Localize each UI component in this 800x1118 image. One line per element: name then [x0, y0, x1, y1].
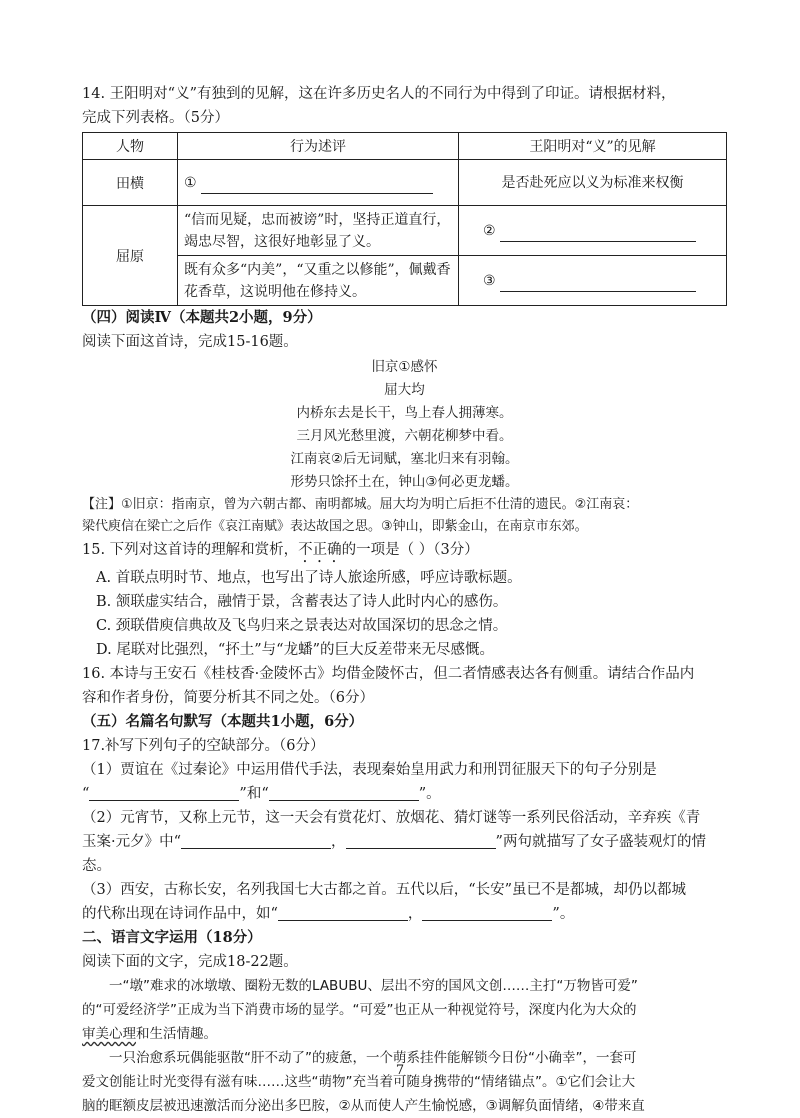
q17-stem: 17.补写下列句子的空缺部分。（6分）: [82, 738, 325, 754]
q15-option-b[interactable]: B. 颔联虚实结合，融情于景，含蓄表达了诗人此时内心的感伤。: [96, 594, 508, 610]
section4-instruction: 阅读下面这首诗，完成15-16题。: [82, 334, 298, 350]
header-view: 王阳明对“义”的见解: [459, 133, 727, 160]
q17-part1-line1: （1）贾谊在《过秦论》中运用借代手法，表现秦始皇用武力和刑罚征服天下的句子分别是: [82, 762, 657, 778]
quote-open: “: [82, 786, 90, 802]
q14-table: [82, 132, 727, 306]
poem-line-4: 形势只馀抔土在，钟山③何必更龙蟠。: [290, 474, 519, 490]
poem-line-3: 江南哀②后无词赋，塞北归来有羽翰。: [290, 451, 519, 467]
passage-p1-line2: 的“可爱经济学”正成为当下消费市场的显学。“可爱”也正从一种视觉符号，深度内化为大众的: [82, 1002, 637, 1018]
q17-part2-line2: [82, 830, 727, 878]
passage-p1-line3-rest: 和生活情趣。: [136, 1026, 217, 1042]
q17-part3-line1: （3）西安，古称长安，名列我国七大古都之首。五代以后，“长安”虽已不是都城，却仍以都城: [82, 882, 687, 898]
table-header-row: [83, 133, 727, 160]
blank-number-2: ②: [483, 222, 496, 239]
answer-blank-17-3b[interactable]: [422, 904, 552, 921]
part3-post: ”。: [552, 906, 575, 922]
cell-quyuan-behavior-1: “信而见疑，忠而被谤”时，坚持正道直行，竭忠尽智，这很好地彰显了义。: [178, 206, 459, 256]
section4-heading: （四）阅读Ⅳ（本题共2小题，9分）: [82, 309, 322, 326]
q15-option-a[interactable]: A. 首联点明时节、地点，也写出了诗人旅途所感，呼应诗歌标题。: [96, 570, 522, 586]
passage-p1-line3: [82, 1022, 727, 1046]
table-row-tianheng: [83, 160, 727, 206]
part2-heading: 二、语言文字运用（18分）: [82, 929, 262, 946]
cell-quyuan-behavior-2: 既有众多“内美”，“又重之以修能”，佩戴香花香草，这说明他在修持义。: [178, 256, 459, 306]
q15-option-c[interactable]: C. 颈联借庾信典故及飞鸟归来之景表达对故国深切的思念之情。: [96, 618, 508, 634]
q15-stem-post: 的一项是（ ）（3分）: [341, 542, 479, 558]
q17-part2-line1: （2）元宵节，又称上元节，这一天会有赏花灯、放烟花、猜灯谜等一系列民俗活动，辛弃疾《青: [82, 810, 701, 826]
section5-heading: （五）名篇名句默写（本题共1小题，6分）: [82, 713, 364, 730]
quote-close: ”。: [418, 786, 441, 802]
cell-tianheng-view: 是否赴死应以义为标准来权衡: [459, 160, 727, 206]
quote-mid: ”和“: [239, 786, 269, 802]
answer-blank-17-1a[interactable]: [89, 784, 239, 801]
cell-quyuan-name: 屈原: [83, 206, 178, 306]
reading-passage: [82, 974, 727, 1118]
part2-post: ”两句就描写了女子盛装观灯的情态。: [82, 834, 706, 874]
cell-quyuan-view-2: [459, 206, 727, 256]
answer-blank-3[interactable]: [500, 277, 696, 292]
cell-tianheng-behavior: [178, 160, 459, 206]
passage-p2-line1: 一只治愈系玩偶能驱散“肝不动了”的疲惫，一个萌系挂件能解锁今日份“小确幸”，一套可: [109, 1050, 637, 1066]
blank-number-3: ③: [483, 272, 496, 289]
poem-note-line1: 【注】①旧京：指南京，曾为六朝古都、南明都城。屈大均为明亡后拒不仕清的遗民。②江南哀：: [82, 497, 639, 512]
poem-line-2: 三月风光愁里渡，六朝花柳梦中看。: [296, 428, 513, 444]
passage-p2-line3: 脑的眶额皮层被迅速激活而分泌出多巴胺，②从而使人产生愉悦感，③调解负面情绪，④带来直: [82, 1098, 645, 1114]
header-behavior: 行为述评: [178, 133, 459, 160]
q14-stem-line1: 14. 王阳明对“义”有独到的见解，这在许多历史名人的不同行为中得到了印证。请根据材料，: [82, 86, 676, 102]
passage-p1-line1: 一“墩”难求的冰墩墩、圈粉无数的LABUBU、层出不穷的国风文创……主打“万物皆可爱”: [109, 978, 638, 994]
passage-p2-line2: 爱文创能让时光变得有滋有味……这些“萌物”充当着可随身携带的“情绪锚点”。①它们会让大: [82, 1074, 636, 1090]
answer-blank-17-1b[interactable]: [269, 784, 419, 801]
q14-stem-line2: 完成下列表格。（5分）: [82, 110, 229, 126]
q16-line1: 16. 本诗与王安石《桂枝香·金陵怀古》均借金陵怀古，但二者情感表达各有侧重。请结合作品内: [82, 666, 695, 682]
header-person: 人物: [83, 133, 178, 160]
exam-page: [82, 82, 727, 1118]
part3-pre: 的代称出现在诗词作品中，如“: [82, 906, 278, 922]
part2-pre: 玉案·元夕》中“: [82, 834, 182, 850]
answer-blank-1[interactable]: [201, 179, 433, 194]
cell-quyuan-view-3: [459, 256, 727, 306]
part3-mid: ，: [407, 906, 423, 922]
q17-part3-line2: [82, 902, 727, 926]
wavy-underlined-term: 审美心理: [82, 1026, 136, 1042]
q15-stem-emphasis: 不正确: [298, 542, 342, 558]
q17-part1-line2: [82, 782, 727, 806]
part2-instruction: 阅读下面的文字，完成18-22题。: [82, 954, 298, 970]
answer-blank-17-2a[interactable]: [181, 832, 331, 849]
q15-stem: [82, 538, 727, 566]
poem-line-1: 内桥东去是长干，鸟上春人拥薄寒。: [296, 405, 513, 421]
page-number: 7: [395, 1063, 405, 1078]
q15-stem-pre: 15. 下列对这首诗的理解和赏析，: [82, 542, 299, 558]
poem: [82, 356, 727, 494]
answer-blank-17-2b[interactable]: [346, 832, 496, 849]
poem-note-line2: 梁代庾信在梁亡之后作《哀江南赋》表达故国之思。③钟山，即紫金山，在南京市东郊。: [82, 519, 588, 534]
q16-line2: 容和作者身份，简要分析其不同之处。（6分）: [82, 690, 374, 706]
q15-option-d[interactable]: D. 尾联对比强烈，“抔土”与“龙蟠”的巨大反差带来无尽感慨。: [96, 642, 494, 658]
answer-blank-2[interactable]: [500, 227, 696, 242]
table-row-quyuan-2: [83, 256, 727, 306]
answer-blank-17-3a[interactable]: [278, 904, 408, 921]
cell-tianheng-name: 田横: [83, 160, 178, 206]
blank-number-1: ①: [184, 174, 197, 191]
poem-title: 旧京①感怀: [371, 359, 438, 375]
poem-author: 屈大均: [384, 382, 425, 398]
table-row-quyuan-1: [83, 206, 727, 256]
part2-mid: ，: [331, 834, 346, 850]
